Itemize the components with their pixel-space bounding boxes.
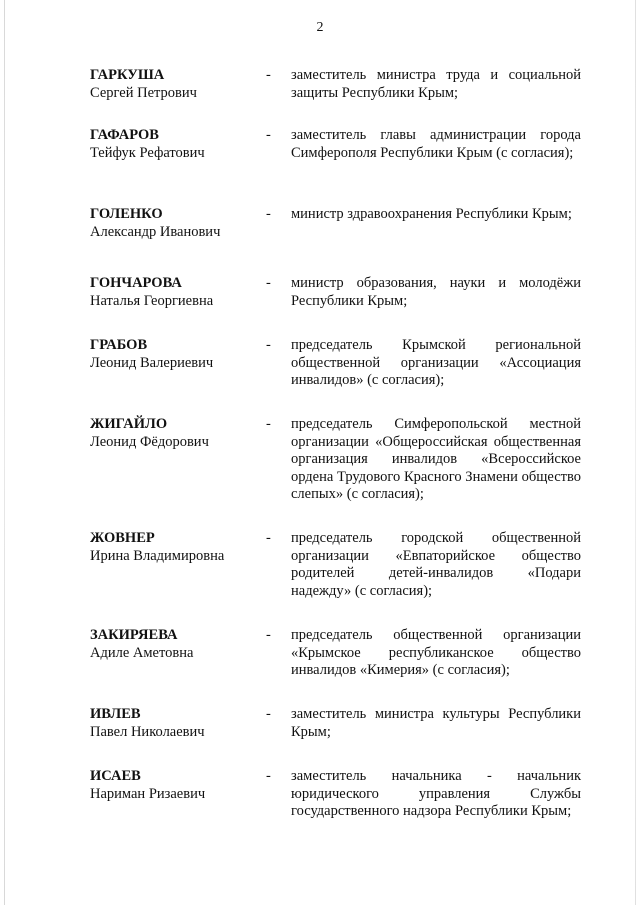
member-surname: ЖИГАЙЛО (90, 416, 168, 432)
member-given-name: Ирина Владимировна (90, 548, 225, 564)
member-role: председатель Крымской региональной общественной организации «Ассоциация инвалидов» (с согласия); (291, 337, 581, 388)
entry-dash: - (266, 768, 271, 784)
member-role: председатель городской общественной организации «Евпаторийское общество родителей детей-инвалидов «Подари надежду» (с согласия); (291, 530, 581, 599)
page-edge-left (4, 0, 5, 905)
member-role: председатель общественной организации «Крымское республиканское общество инвалидов «Кимерия» (с согласия); (291, 627, 581, 678)
member-surname: ГАРКУША (90, 67, 165, 83)
entry-dash: - (266, 416, 271, 432)
member-given-name: Павел Николаевич (90, 724, 205, 740)
member-given-name: Адиле Аметовна (90, 645, 194, 661)
page-number: 2 (316, 20, 324, 35)
member-surname: ИСАЕВ (90, 768, 141, 784)
entry-dash: - (266, 206, 271, 222)
member-given-name: Леонид Валериевич (90, 355, 214, 371)
member-given-name: Сергей Петрович (90, 85, 197, 101)
member-surname: ГАФАРОВ (90, 127, 159, 143)
member-surname: ГОНЧАРОВА (90, 275, 182, 291)
member-given-name: Леонид Фёдорович (90, 434, 209, 450)
member-role: председатель Симферопольской местной организации «Общероссийская общественная организация инвалидов «Всероссийское ордена Трудового Красного Знамени общество слепых» (с согласия); (291, 416, 581, 502)
member-surname: ГРАБОВ (90, 337, 148, 353)
member-given-name: Александр Иванович (90, 224, 221, 240)
entry-dash: - (266, 530, 271, 546)
entry-dash: - (266, 127, 271, 143)
member-surname: ЗАКИРЯЕВА (90, 627, 178, 643)
member-role: министр образования, науки и молодёжи Республики Крым; (291, 275, 581, 309)
page-edge-right (635, 0, 636, 905)
member-given-name: Нариман Ризаевич (90, 786, 206, 802)
member-given-name: Тейфук Рефатович (90, 145, 205, 161)
entry-dash: - (266, 627, 271, 643)
member-role: заместитель министра труда и социальной защиты Республики Крым; (291, 67, 581, 101)
entry-dash: - (266, 275, 271, 291)
member-role: заместитель министра культуры Республики Крым; (291, 706, 581, 740)
member-role: заместитель начальника - начальник юридического управления Службы государственного надзора Республики Крым; (291, 768, 581, 819)
entry-dash: - (266, 67, 271, 83)
entry-dash: - (266, 337, 271, 353)
entry-dash: - (266, 706, 271, 722)
member-role: заместитель главы администрации города Симферополя Республики Крым (с согласия); (291, 127, 581, 161)
member-surname: ГОЛЕНКО (90, 206, 163, 222)
member-given-name: Наталья Георгиевна (90, 293, 214, 309)
member-surname: ИВЛЕВ (90, 706, 141, 722)
member-surname: ЖОВНЕР (90, 530, 155, 546)
member-role: министр здравоохранения Республики Крым; (291, 206, 572, 222)
